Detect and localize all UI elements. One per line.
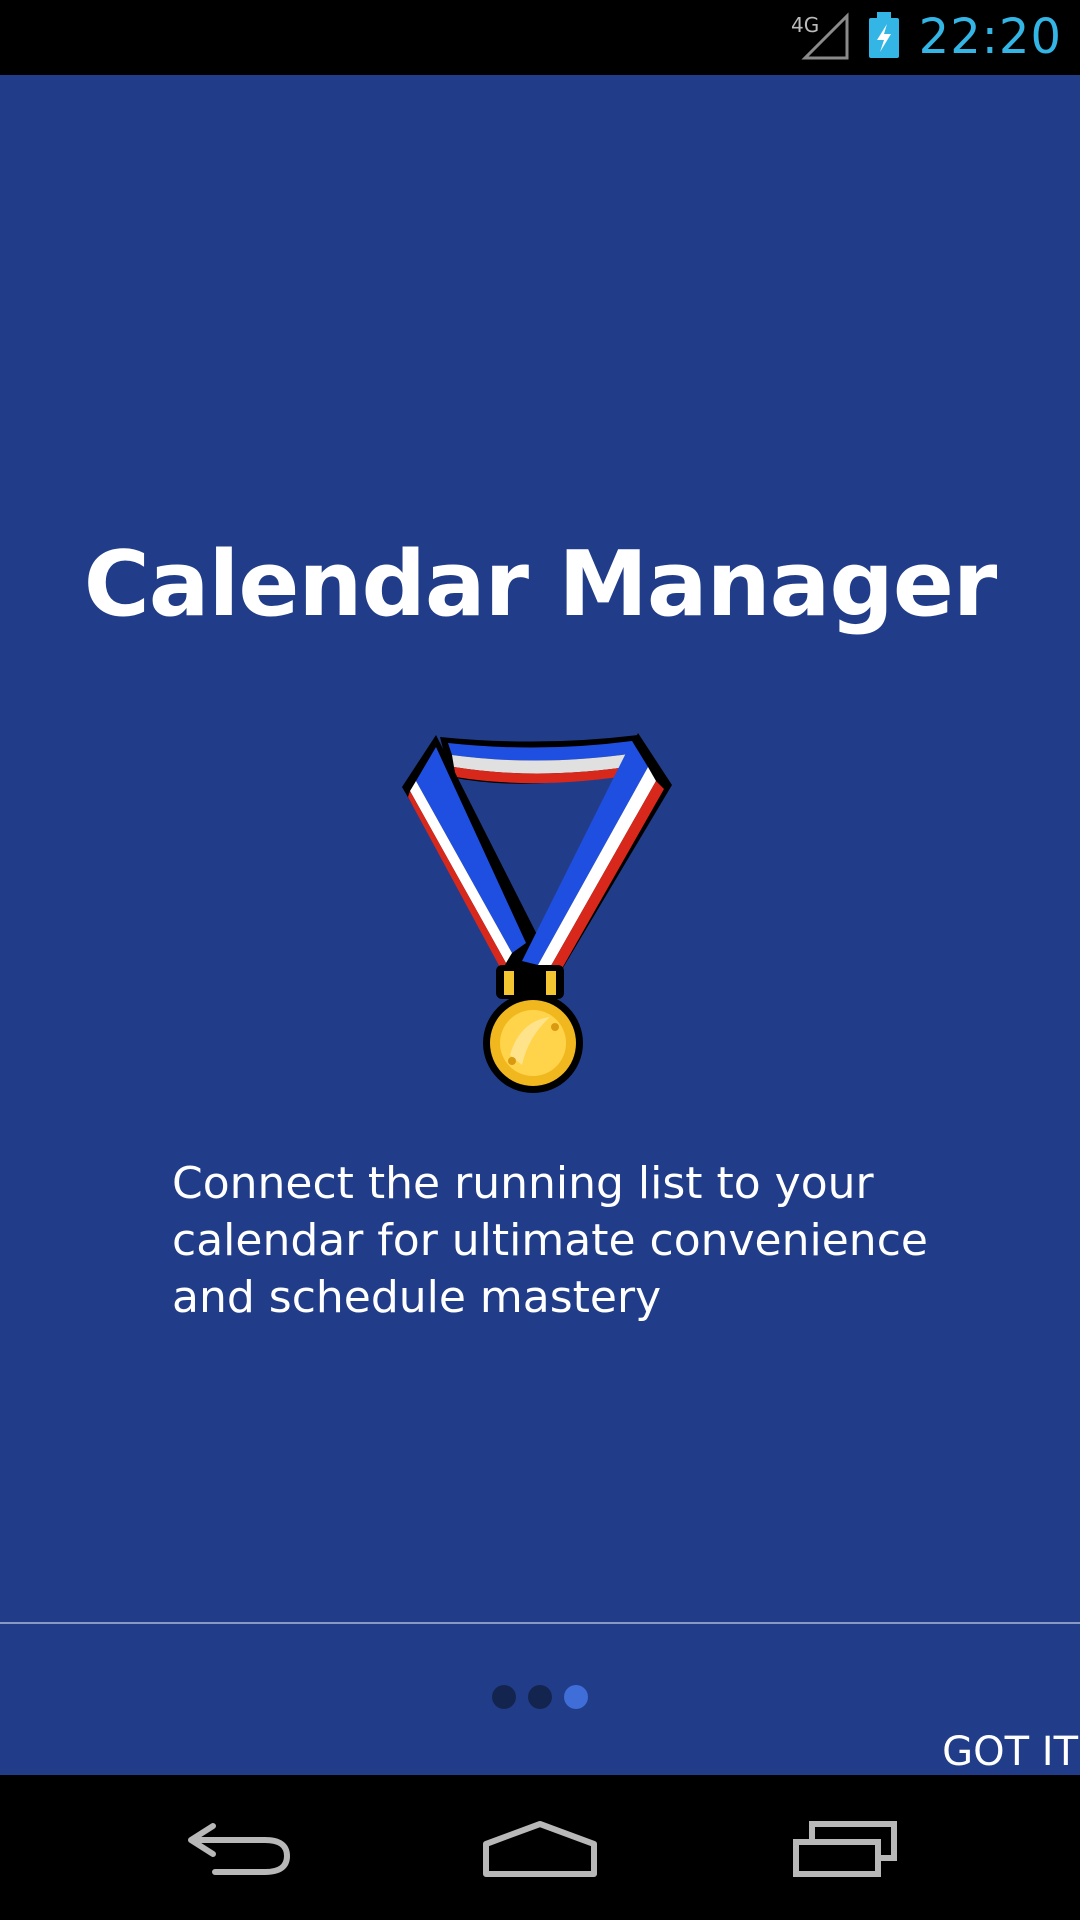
back-icon[interactable] <box>160 1795 320 1900</box>
signal-icon <box>791 10 849 65</box>
page-indicator <box>0 1685 1080 1709</box>
divider <box>0 1622 1080 1624</box>
home-icon[interactable] <box>460 1795 620 1900</box>
recent-apps-icon[interactable] <box>765 1795 925 1900</box>
status-icons <box>791 0 1062 75</box>
page-title: Calendar Manager <box>83 532 997 637</box>
medal-icon <box>400 725 680 1095</box>
page-dot-1[interactable] <box>492 1685 516 1709</box>
battery-charging-icon <box>867 10 901 65</box>
network-type-label: 4G <box>790 13 819 37</box>
feature-description: Connect the running list to your calendar for ultimate convenience and schedule mastery <box>172 1158 928 1323</box>
status-bar <box>0 0 1080 75</box>
clock: 22:20 <box>918 9 1062 65</box>
page-dot-3[interactable] <box>564 1685 588 1709</box>
navigation-bar <box>0 1775 1080 1920</box>
got-it-button[interactable]: GOT IT <box>932 1722 1080 1782</box>
page-dot-2[interactable] <box>528 1685 552 1709</box>
